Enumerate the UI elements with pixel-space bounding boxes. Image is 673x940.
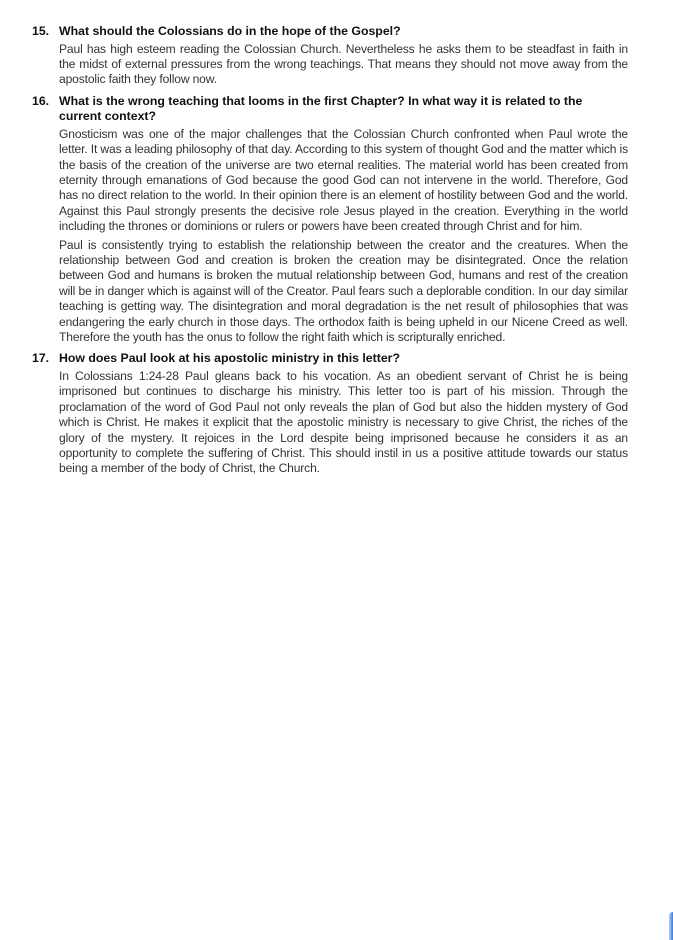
page-edge-decoration — [669, 912, 673, 940]
question-15 — [32, 24, 628, 88]
question-heading — [32, 94, 628, 125]
question-17 — [32, 351, 628, 476]
answer-paragraph: Gnosticism was one of the major challenges that the Colossian Church confronted when Paul wrote the letter. It was a leading philosophy of that day. According to this system of thought God and the matter which is the basis of the creation of the universe are two eternal realities. The material world has been created from eternity through emanations of God because the good God can not intervene in the world. Therefore, God has no direct relation to the world. In their opinion there is an element of hostility between God and the world. Against this Paul strongly presents the decisive role Jesus played in the creation. Everything in the world including the thrones or dominions or rulers or powers have been created through Christ and for him. — [59, 126, 628, 234]
question-16 — [32, 94, 628, 346]
question-heading — [32, 24, 628, 40]
answer-block — [59, 127, 628, 346]
answer-paragraph: In Colossians 1:24-28 Paul gleans back to his vocation. As an obedient servant of Christ he is being imprisoned but continues to discharge his ministry. This letter too is part of his mission. Through the proclamation of the word of God Paul not only reveals the plan of God but also the hidden mystery of God which is Christ. He makes it explicit that the apostolic ministry is necessary to give Christ, the riches of the glory of the mystery. It rejoices in the Lord despite being imprisoned because he considers it as an opportunity to complete the suffering of Christ. This should instil in us a positive attitude towards our status being a member of the body of Christ, the Church. — [59, 368, 628, 476]
answer-block — [59, 369, 628, 477]
question-text: What is the wrong teaching that looms in the first Chapter? In what way it is related to the current context? — [59, 93, 583, 124]
question-text: What should the Colossians do in the hope of the Gospel? — [59, 24, 401, 38]
question-text: How does Paul look at his apostolic ministry in this letter? — [59, 351, 400, 366]
question-number: 16. — [32, 93, 50, 108]
question-heading — [32, 351, 628, 367]
document-page — [32, 24, 628, 483]
answer-block — [59, 42, 628, 88]
question-number: 17. — [32, 351, 50, 366]
answer-paragraph: Paul has high esteem reading the Colossian Church. Nevertheless he asks them to be steadfast in faith in the midst of external pressures from the wrong teachings. That means they should not move away from the apostolic faith they follow now. — [59, 41, 628, 87]
answer-paragraph: Paul is consistently trying to establish the relationship between the creator and the creatures. When the relationship between God and creation is broken the creation may be disintegrated. Once the relation between God and humans is broken the mutual relationship between God, humans and rest of the creation will be in danger which is against will of the Creator. Paul fears such a deplorable condition. In our day similar teaching is getting way. The disintegration and moral degradation is the net result of philosophies that was endangering the early church in those days. The orthodox faith is being upheld in our Nicene Creed as well. Therefore the youth has the onus to follow the right faith which is scripturally enriched. — [59, 237, 628, 344]
question-number: 15. — [32, 24, 50, 38]
